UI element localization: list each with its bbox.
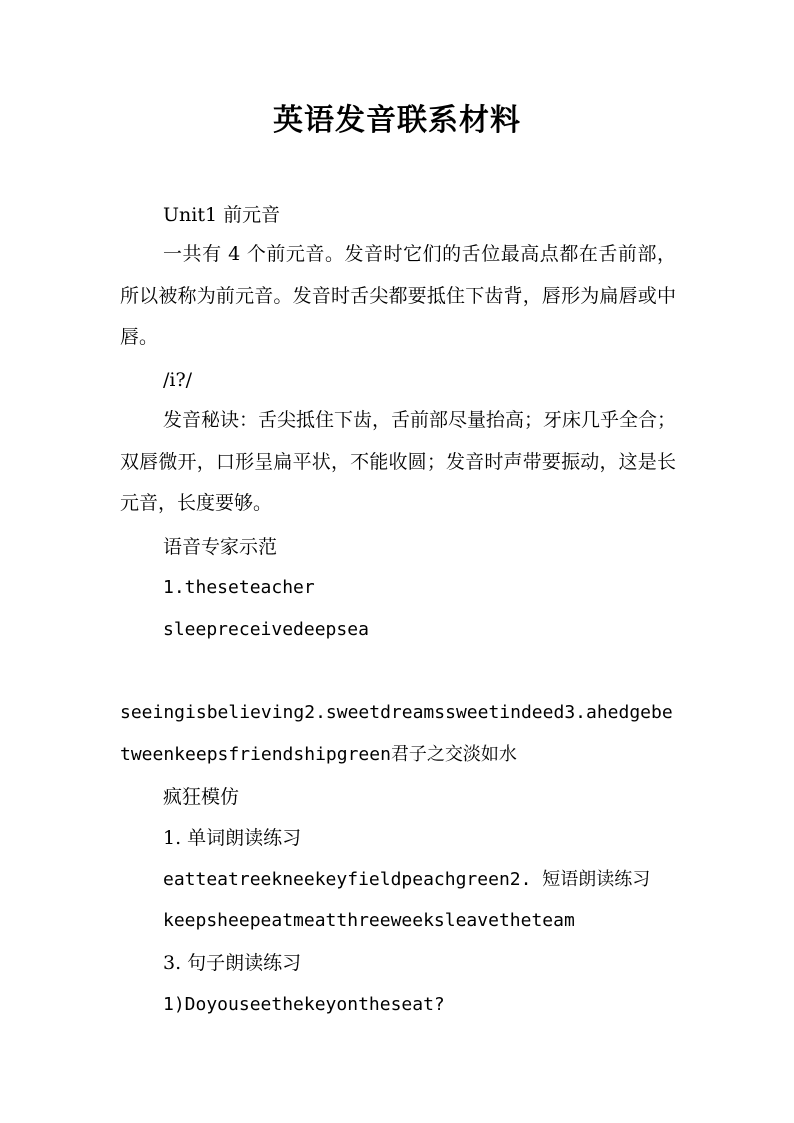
intro-paragraph: 一共有 4 个前元音。发音时它们的舌位最高点都在舌前部，所以被称为前元音。发音时舌尖都要抵住下齿背，唇形为扁唇或中唇。 [120, 243, 676, 348]
phrase-practice-line: keepsheepeatmeatthreeweeksleavetheteam [163, 910, 575, 931]
demo-line-2: sleepreceivedeepsea [163, 619, 369, 640]
document-title: 英语发音联系材料 [273, 103, 521, 138]
word-practice-heading: 1. 单词朗读练习 [163, 827, 302, 849]
unit-heading: Unit1 前元音 [163, 204, 281, 226]
word-practice-line: eatteatreekneekeyfieldpeachgreen2. 短语朗读练习 [163, 869, 651, 890]
expert-demo-heading: 语音专家示范 [163, 536, 278, 558]
sentence-practice-heading: 3. 句子朗读练习 [163, 952, 302, 974]
imitate-heading: 疯狂模仿 [163, 786, 240, 808]
demo-line-3: seeingisbelieving2.sweetdreamssweetindeed3.ahedgebe [120, 702, 673, 723]
demo-line-4: tweenkeepsfriendshipgreen君子之交淡如水 [120, 744, 517, 765]
demo-line-1: 1.theseteacher [163, 577, 315, 598]
phoneme-symbol: /i?/ [163, 369, 193, 391]
sentence-1: 1)Doyouseethekeyontheseat? [163, 994, 445, 1015]
tips-paragraph: 发音秘诀：舌尖抵住下齿，舌前部尽量抬高；牙床几乎全合；双唇微开，口形呈扁平状，不能收圆；发音时声带要振动，这是长元音，长度要够。 [120, 409, 677, 514]
